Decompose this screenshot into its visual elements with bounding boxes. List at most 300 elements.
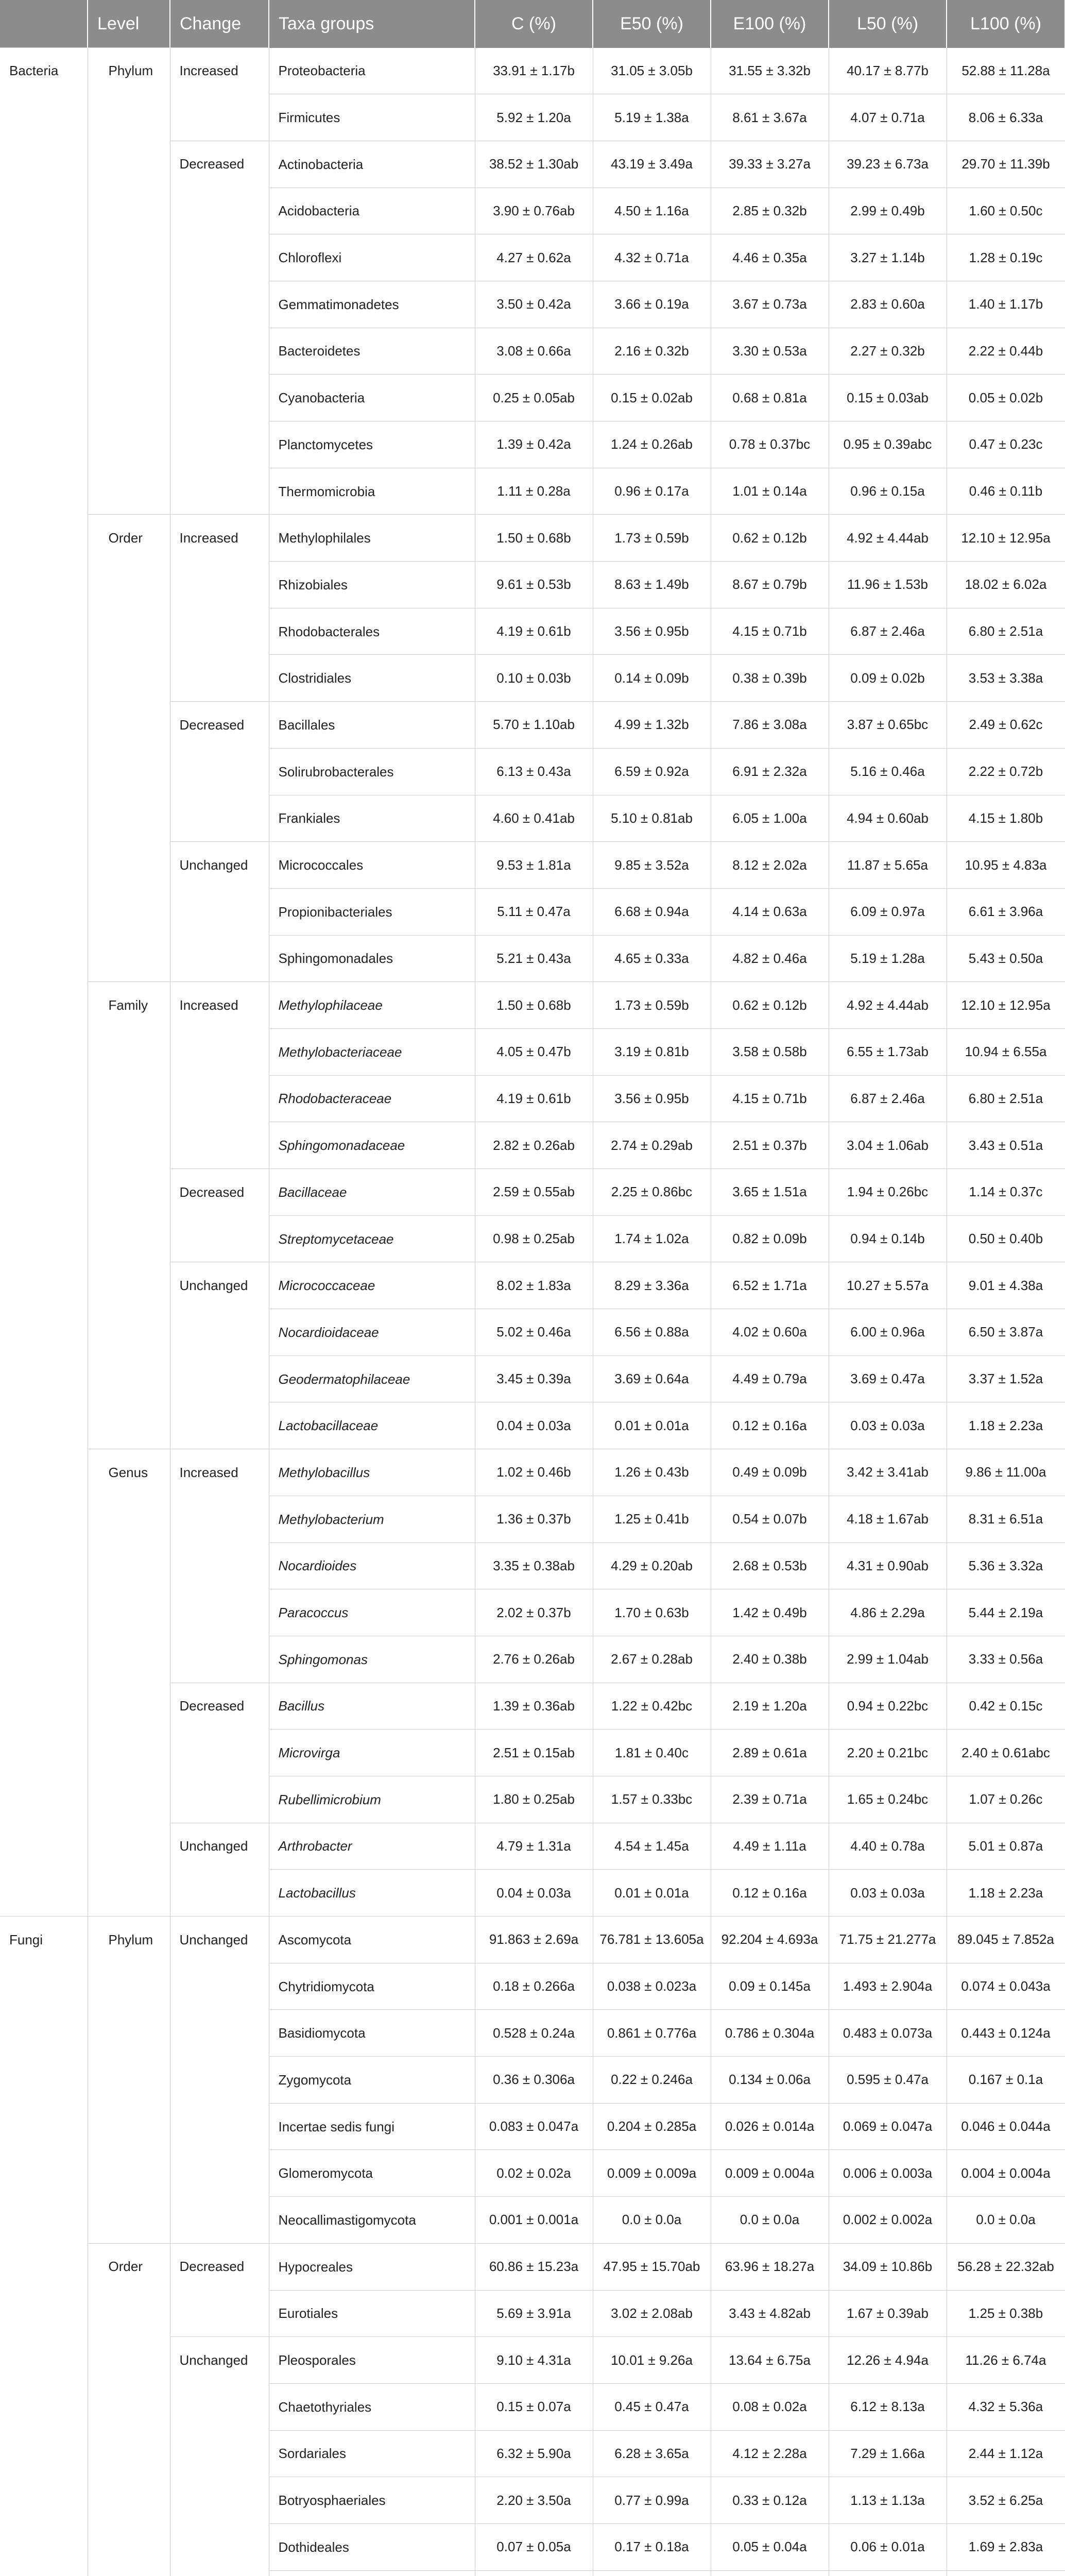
cell-kingdom <box>0 2057 88 2104</box>
cell-c: 2.82 ± 0.26ab <box>475 1122 593 1169</box>
cell-e50: 4.54 ± 1.45a <box>593 1823 711 1870</box>
cell-taxa-group: Clostridiales <box>269 655 475 702</box>
cell-change <box>170 468 269 515</box>
header-c: C (%) <box>475 0 593 48</box>
cell-kingdom <box>0 1496 88 1543</box>
cell-l50: 6.12 ± 8.13a <box>829 2383 947 2430</box>
cell-change <box>170 1589 269 1636</box>
cell-l50: 10.27 ± 5.57a <box>829 1262 947 1309</box>
cell-taxa-group: Micrococcales <box>269 842 475 889</box>
cell-e100: 31.55 ± 3.32b <box>711 48 829 94</box>
cell-l50: 2.99 ± 1.04ab <box>829 1636 947 1683</box>
cell-c: 5.69 ± 3.91a <box>475 2290 593 2337</box>
cell-level <box>88 1870 170 1917</box>
table-row <box>0 2523 1065 2570</box>
cell-l50: 1.13 ± 1.13a <box>829 2477 947 2524</box>
table-row <box>0 1122 1065 1169</box>
cell-change <box>170 328 269 375</box>
cell-kingdom: Bacteria <box>0 48 88 94</box>
cell-change <box>170 748 269 795</box>
cell-level <box>88 188 170 234</box>
cell-l100: 2.22 ± 0.44b <box>947 328 1065 375</box>
cell-e100: 0.786 ± 0.304a <box>711 2010 829 2057</box>
cell-taxa-group: Propionibacteriales <box>269 888 475 935</box>
cell-l100: 8.31 ± 6.51a <box>947 1496 1065 1543</box>
cell-l50: 1.493 ± 2.904a <box>829 1963 947 2010</box>
cell-kingdom <box>0 515 88 562</box>
cell-l50: 2.27 ± 0.32b <box>829 328 947 375</box>
cell-level <box>88 1730 170 1776</box>
cell-c: 3.90 ± 0.76ab <box>475 188 593 234</box>
cell-l100 <box>947 2570 1065 2576</box>
cell-level <box>88 2570 170 2576</box>
cell-e50: 1.73 ± 0.59b <box>593 515 711 562</box>
cell-change <box>170 2150 269 2197</box>
table-row <box>0 1870 1065 1917</box>
cell-level: Order <box>88 2243 170 2290</box>
cell-level <box>88 1122 170 1169</box>
cell-taxa-group: Geodermatophilaceae <box>269 1355 475 1402</box>
cell-e100: 0.33 ± 0.12a <box>711 2477 829 2524</box>
cell-e100: 4.49 ± 1.11a <box>711 1823 829 1870</box>
table-row <box>0 2477 1065 2524</box>
cell-c: 2.59 ± 0.55ab <box>475 1169 593 1216</box>
cell-e50: 3.19 ± 0.81b <box>593 1028 711 1075</box>
cell-level <box>88 1169 170 1216</box>
cell-kingdom <box>0 2383 88 2430</box>
cell-l50: 34.09 ± 10.86b <box>829 2243 947 2290</box>
cell-level <box>88 1589 170 1636</box>
cell-taxa-group: Ascomycota <box>269 1917 475 1963</box>
cell-l50: 11.87 ± 5.65a <box>829 842 947 889</box>
table-row <box>0 655 1065 702</box>
cell-kingdom <box>0 2103 88 2150</box>
cell-kingdom <box>0 748 88 795</box>
cell-e100: 92.204 ± 4.693a <box>711 1917 829 1963</box>
cell-level <box>88 748 170 795</box>
cell-e50: 1.57 ± 0.33bc <box>593 1776 711 1823</box>
table-row <box>0 608 1065 655</box>
cell-l100: 9.86 ± 11.00a <box>947 1449 1065 1496</box>
cell-e50: 1.24 ± 0.26ab <box>593 421 711 468</box>
cell-c: 9.61 ± 0.53b <box>475 562 593 608</box>
cell-c: 0.528 ± 0.24a <box>475 2010 593 2057</box>
cell-taxa-group: Incertae sedis fungi <box>269 2103 475 2150</box>
cell-taxa-group: Basidiomycota <box>269 2010 475 2057</box>
table-row <box>0 234 1065 281</box>
cell-e100: 2.39 ± 0.71a <box>711 1776 829 1823</box>
cell-kingdom <box>0 2010 88 2057</box>
cell-level <box>88 888 170 935</box>
cell-l100: 6.80 ± 2.51a <box>947 1075 1065 1122</box>
cell-e100: 4.15 ± 0.71b <box>711 608 829 655</box>
cell-change: Decreased <box>170 2243 269 2290</box>
cell-c: 9.53 ± 1.81a <box>475 842 593 889</box>
cell-e50: 47.95 ± 15.70ab <box>593 2243 711 2290</box>
cell-e50: 43.19 ± 3.49a <box>593 141 711 188</box>
table-row <box>0 2057 1065 2104</box>
cell-taxa-group: Bacteroidetes <box>269 328 475 375</box>
cell-e100: 0.82 ± 0.09b <box>711 1215 829 1262</box>
cell-l100: 0.42 ± 0.15c <box>947 1683 1065 1730</box>
cell-l100: 3.53 ± 3.38a <box>947 655 1065 702</box>
cell-l100: 1.25 ± 0.38b <box>947 2290 1065 2337</box>
cell-e50: 1.81 ± 0.40c <box>593 1730 711 1776</box>
table-row <box>0 1075 1065 1122</box>
cell-change <box>170 1122 269 1169</box>
cell-e100: 2.85 ± 0.32b <box>711 188 829 234</box>
cell-kingdom <box>0 702 88 749</box>
cell-level <box>88 935 170 982</box>
cell-c: 6.13 ± 0.43a <box>475 748 593 795</box>
cell-change <box>170 1028 269 1075</box>
table-row <box>0 188 1065 234</box>
cell-l50: 71.75 ± 21.277a <box>829 1917 947 1963</box>
header-e50: E50 (%) <box>593 0 711 48</box>
cell-c: 0.083 ± 0.047a <box>475 2103 593 2150</box>
cell-c: 0.04 ± 0.03a <box>475 1870 593 1917</box>
cell-kingdom <box>0 1028 88 1075</box>
table-row <box>0 1449 1065 1496</box>
cell-e100: 39.33 ± 3.27a <box>711 141 829 188</box>
table-row <box>0 2150 1065 2197</box>
cell-l50: 0.94 ± 0.14b <box>829 1215 947 1262</box>
table-row <box>0 328 1065 375</box>
cell-c: 0.04 ± 0.03a <box>475 1402 593 1449</box>
cell-e50: 4.65 ± 0.33a <box>593 935 711 982</box>
cell-change <box>170 1636 269 1683</box>
cell-e50: 0.17 ± 0.18a <box>593 2523 711 2570</box>
cell-l50: 4.31 ± 0.90ab <box>829 1543 947 1589</box>
cell-l50: 6.00 ± 0.96a <box>829 1309 947 1356</box>
header-change: Change <box>170 0 269 48</box>
cell-e50: 3.66 ± 0.19a <box>593 281 711 328</box>
cell-taxa-group: Solirubrobacterales <box>269 748 475 795</box>
cell-change <box>170 1402 269 1449</box>
table-row <box>0 94 1065 141</box>
cell-c: 5.70 ± 1.10ab <box>475 702 593 749</box>
cell-taxa-group: Eurotiales <box>269 2290 475 2337</box>
cell-kingdom <box>0 1309 88 1356</box>
cell-l50: 1.65 ± 0.24bc <box>829 1776 947 1823</box>
cell-kingdom <box>0 2150 88 2197</box>
cell-taxa-group: Lactobacillus <box>269 1870 475 1917</box>
cell-kingdom <box>0 1730 88 1776</box>
table-row <box>0 702 1065 749</box>
cell-l100: 2.49 ± 0.62c <box>947 702 1065 749</box>
cell-taxa-group: Bacillaceae <box>269 1169 475 1216</box>
cell-e50: 4.99 ± 1.32b <box>593 702 711 749</box>
cell-level <box>88 468 170 515</box>
cell-e100: 1.42 ± 0.49b <box>711 1589 829 1636</box>
cell-l50: 5.19 ± 1.28a <box>829 935 947 982</box>
cell-l100: 0.50 ± 0.40b <box>947 1215 1065 1262</box>
cell-e100: 3.43 ± 4.82ab <box>711 2290 829 2337</box>
cell-kingdom <box>0 1963 88 2010</box>
cell-level <box>88 655 170 702</box>
cell-level: Genus <box>88 1449 170 1496</box>
cell-taxa-group: Paracoccus <box>269 1589 475 1636</box>
cell-kingdom <box>0 2243 88 2290</box>
cell-e100: 0.009 ± 0.004a <box>711 2150 829 2197</box>
cell-level <box>88 1402 170 1449</box>
cell-e50: 3.56 ± 0.95b <box>593 1075 711 1122</box>
cell-c: 0.36 ± 0.306a <box>475 2057 593 2104</box>
cell-kingdom <box>0 234 88 281</box>
cell-level <box>88 2010 170 2057</box>
cell-c: 38.52 ± 1.30ab <box>475 141 593 188</box>
cell-l50: 4.86 ± 2.29a <box>829 1589 947 1636</box>
cell-e100: 0.12 ± 0.16a <box>711 1402 829 1449</box>
cell-taxa-group: Lactobacillaceae <box>269 1402 475 1449</box>
cell-level <box>88 1636 170 1683</box>
cell-c: 4.19 ± 0.61b <box>475 1075 593 1122</box>
cell-taxa-group: Sphingomonadales <box>269 935 475 982</box>
cell-kingdom <box>0 1215 88 1262</box>
cell-kingdom <box>0 141 88 188</box>
cell-c: 2.51 ± 0.15ab <box>475 1730 593 1776</box>
cell-kingdom <box>0 1776 88 1823</box>
cell-e50: 1.26 ± 0.43b <box>593 1449 711 1496</box>
cell-e50: 2.16 ± 0.32b <box>593 328 711 375</box>
cell-level <box>88 1215 170 1262</box>
cell-l50: 0.595 ± 0.47a <box>829 2057 947 2104</box>
cell-l50: 4.92 ± 4.44ab <box>829 982 947 1029</box>
cell-e50: 4.50 ± 1.16a <box>593 188 711 234</box>
cell-c: 3.50 ± 0.42a <box>475 281 593 328</box>
cell-level <box>88 702 170 749</box>
cell-level <box>88 2383 170 2430</box>
table-row <box>0 1823 1065 1870</box>
cell-c: 0.10 ± 0.03b <box>475 655 593 702</box>
cell-change <box>170 2010 269 2057</box>
cell-l100: 6.80 ± 2.51a <box>947 608 1065 655</box>
cell-e50: 8.29 ± 3.36a <box>593 1262 711 1309</box>
cell-change <box>170 1776 269 1823</box>
table-row <box>0 2430 1065 2477</box>
cell-kingdom <box>0 888 88 935</box>
cell-kingdom <box>0 1636 88 1683</box>
cell-e50: 4.32 ± 0.71a <box>593 234 711 281</box>
cell-change <box>170 188 269 234</box>
cell-change <box>170 421 269 468</box>
cell-l50: 0.069 ± 0.047a <box>829 2103 947 2150</box>
cell-kingdom <box>0 562 88 608</box>
cell-level <box>88 2197 170 2244</box>
cell-c: 4.19 ± 0.61b <box>475 608 593 655</box>
cell-l100: 1.40 ± 1.17b <box>947 281 1065 328</box>
cell-change <box>170 1963 269 2010</box>
cell-e50: 31.05 ± 3.05b <box>593 48 711 94</box>
cell-l100: 5.44 ± 2.19a <box>947 1589 1065 1636</box>
cell-taxa-group: Planctomycetes <box>269 421 475 468</box>
cell-change <box>170 1730 269 1776</box>
table-row <box>0 1963 1065 2010</box>
cell-change <box>170 935 269 982</box>
cell-taxa-group: Pleosporales <box>269 2337 475 2384</box>
cell-change <box>170 1309 269 1356</box>
cell-kingdom <box>0 1449 88 1496</box>
cell-l100: 6.50 ± 3.87a <box>947 1309 1065 1356</box>
cell-taxa-group: Acidobacteria <box>269 188 475 234</box>
cell-l50: 0.15 ± 0.03ab <box>829 375 947 421</box>
cell-l50: 2.99 ± 0.49b <box>829 188 947 234</box>
cell-kingdom <box>0 655 88 702</box>
cell-l50: 0.03 ± 0.03a <box>829 1870 947 1917</box>
cell-taxa-group: Methylobacterium <box>269 1496 475 1543</box>
table-row <box>0 1589 1065 1636</box>
cell-e50: 10.01 ± 9.26a <box>593 2337 711 2384</box>
cell-c: 4.60 ± 0.41ab <box>475 795 593 842</box>
cell-l50: 4.07 ± 0.71a <box>829 94 947 141</box>
cell-change: Unchanged <box>170 1917 269 1963</box>
cell-e100: 3.65 ± 1.51a <box>711 1169 829 1216</box>
table-row <box>0 1028 1065 1075</box>
table-row <box>0 2337 1065 2384</box>
cell-taxa-group: Glomeromycota <box>269 2150 475 2197</box>
cell-e100: 3.67 ± 0.73a <box>711 281 829 328</box>
cell-c: 0.02 ± 0.02a <box>475 2150 593 2197</box>
cell-l100: 3.43 ± 0.51a <box>947 1122 1065 1169</box>
table-row <box>0 2383 1065 2430</box>
table-row <box>0 562 1065 608</box>
cell-level <box>88 281 170 328</box>
cell-change: Increased <box>170 982 269 1029</box>
cell-kingdom <box>0 795 88 842</box>
cell-e50: 0.204 ± 0.285a <box>593 2103 711 2150</box>
cell-l100: 10.94 ± 6.55a <box>947 1028 1065 1075</box>
cell-l50: 12.26 ± 4.94a <box>829 2337 947 2384</box>
cell-kingdom <box>0 468 88 515</box>
cell-c: 2.76 ± 0.26ab <box>475 1636 593 1683</box>
cell-taxa-group: Bacillus <box>269 1683 475 1730</box>
cell-level <box>88 1496 170 1543</box>
cell-c: 1.11 ± 0.28a <box>475 468 593 515</box>
cell-c: 33.91 ± 1.17b <box>475 48 593 94</box>
cell-e50: 1.25 ± 0.41b <box>593 1496 711 1543</box>
cell-change <box>170 2430 269 2477</box>
header-l100: L100 (%) <box>947 0 1065 48</box>
cell-l50: 0.94 ± 0.22bc <box>829 1683 947 1730</box>
cell-e50: 0.861 ± 0.776a <box>593 2010 711 2057</box>
cell-c: 2.20 ± 3.50a <box>475 2477 593 2524</box>
cell-e50: 0.009 ± 0.009a <box>593 2150 711 2197</box>
cell-kingdom: Fungi <box>0 1917 88 1963</box>
cell-l50: 39.23 ± 6.73a <box>829 141 947 188</box>
cell-taxa-group: Methylobacteriaceae <box>269 1028 475 1075</box>
cell-l100: 0.0 ± 0.0a <box>947 2197 1065 2244</box>
cell-l100: 2.22 ± 0.72b <box>947 748 1065 795</box>
cell-e100: 4.14 ± 0.63a <box>711 888 829 935</box>
cell-l50: 0.03 ± 0.03a <box>829 1402 947 1449</box>
cell-l100: 1.60 ± 0.50c <box>947 188 1065 234</box>
header-level: Level <box>88 0 170 48</box>
cell-l50: 0.483 ± 0.073a <box>829 2010 947 2057</box>
cell-l100: 0.004 ± 0.004a <box>947 2150 1065 2197</box>
cell-l50: 1.94 ± 0.26bc <box>829 1169 947 1216</box>
cell-e50: 0.96 ± 0.17a <box>593 468 711 515</box>
cell-l100: 5.43 ± 0.50a <box>947 935 1065 982</box>
cell-l50 <box>829 2570 947 2576</box>
cell-e100: 3.58 ± 0.58b <box>711 1028 829 1075</box>
cell-level <box>88 795 170 842</box>
table-row <box>0 1683 1065 1730</box>
table-row <box>0 1262 1065 1309</box>
cell-e100: 2.68 ± 0.53b <box>711 1543 829 1589</box>
cell-change: Decreased <box>170 141 269 188</box>
cell-l100: 0.046 ± 0.044a <box>947 2103 1065 2150</box>
cell-l100: 9.01 ± 4.38a <box>947 1262 1065 1309</box>
cell-kingdom <box>0 1589 88 1636</box>
cell-l50: 4.40 ± 0.78a <box>829 1823 947 1870</box>
cell-e50: 3.02 ± 2.08ab <box>593 2290 711 2337</box>
cell-taxa-group: Botryosphaeriales <box>269 2477 475 2524</box>
cell-e50: 0.22 ± 0.246a <box>593 2057 711 2104</box>
cell-level <box>88 234 170 281</box>
cell-l50: 6.55 ± 1.73ab <box>829 1028 947 1075</box>
cell-level <box>88 1309 170 1356</box>
table-row <box>0 421 1065 468</box>
cell-e50: 1.70 ± 0.63b <box>593 1589 711 1636</box>
cell-level <box>88 2290 170 2337</box>
table-row <box>0 1730 1065 1776</box>
cell-e50: 0.15 ± 0.02ab <box>593 375 711 421</box>
cell-kingdom <box>0 982 88 1029</box>
cell-e50: 6.56 ± 0.88a <box>593 1309 711 1356</box>
table-row <box>0 748 1065 795</box>
cell-l100: 0.167 ± 0.1a <box>947 2057 1065 2104</box>
cell-level <box>88 2057 170 2104</box>
cell-e100: 0.05 ± 0.04a <box>711 2523 829 2570</box>
table-row <box>0 1402 1065 1449</box>
table-row <box>0 2290 1065 2337</box>
table-row <box>0 1355 1065 1402</box>
cell-kingdom <box>0 1262 88 1309</box>
cell-taxa-group: Streptomycetaceae <box>269 1215 475 1262</box>
cell-e50: 9.85 ± 3.52a <box>593 842 711 889</box>
cell-e100: 0.0 ± 0.0a <box>711 2197 829 2244</box>
cell-change <box>170 562 269 608</box>
cell-taxa-group: Zygomycota <box>269 2057 475 2104</box>
cell-e100: 0.68 ± 0.81a <box>711 375 829 421</box>
cell-taxa-group <box>269 2570 475 2576</box>
cell-c: 5.02 ± 0.46a <box>475 1309 593 1356</box>
cell-c: 1.36 ± 0.37b <box>475 1496 593 1543</box>
cell-e50: 6.59 ± 0.92a <box>593 748 711 795</box>
table-row <box>0 888 1065 935</box>
cell-c: 2.02 ± 0.37b <box>475 1589 593 1636</box>
cell-l50: 5.16 ± 0.46a <box>829 748 947 795</box>
cell-l100: 4.32 ± 5.36a <box>947 2383 1065 2430</box>
cell-taxa-group: Chytridiomycota <box>269 1963 475 2010</box>
cell-e100: 63.96 ± 18.27a <box>711 2243 829 2290</box>
cell-l100: 3.33 ± 0.56a <box>947 1636 1065 1683</box>
cell-level <box>88 2430 170 2477</box>
cell-e100: 6.52 ± 1.71a <box>711 1262 829 1309</box>
cell-l100: 1.28 ± 0.19c <box>947 234 1065 281</box>
cell-taxa-group: Dothideales <box>269 2523 475 2570</box>
cell-taxa-group: Cyanobacteria <box>269 375 475 421</box>
cell-e100: 0.49 ± 0.09b <box>711 1449 829 1496</box>
cell-c: 1.39 ± 0.36ab <box>475 1683 593 1730</box>
table-row <box>0 468 1065 515</box>
cell-change <box>170 2290 269 2337</box>
cell-kingdom <box>0 2570 88 2576</box>
cell-l100: 3.52 ± 6.25a <box>947 2477 1065 2524</box>
cell-l50: 6.87 ± 2.46a <box>829 608 947 655</box>
cell-taxa-group: Nocardioides <box>269 1543 475 1589</box>
cell-taxa-group: Methylophilaceae <box>269 982 475 1029</box>
